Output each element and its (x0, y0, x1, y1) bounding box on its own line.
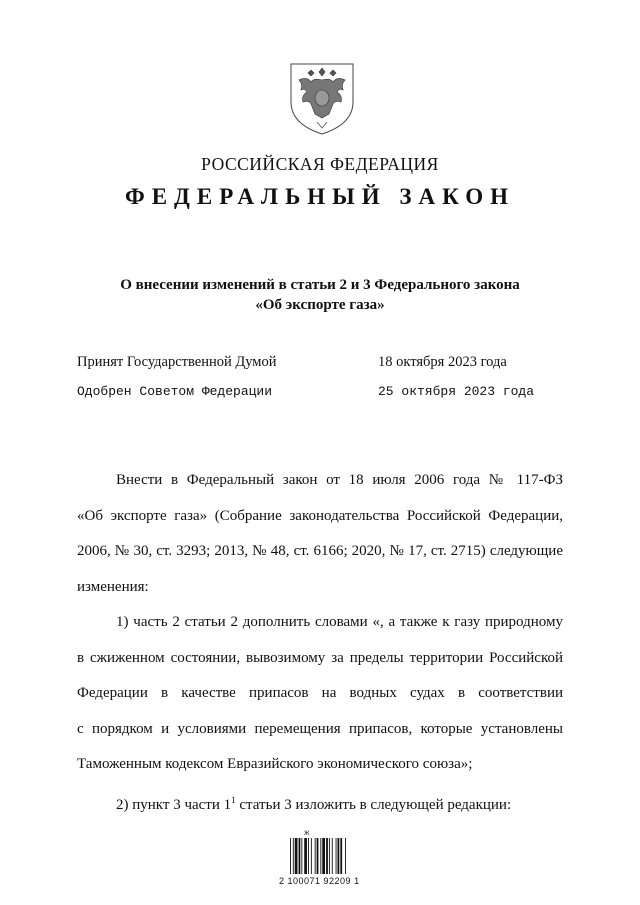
barcode-mark: Ж (304, 831, 310, 837)
body-line: в сжиженном состоянии, вывозимому за пределы территории Российской (77, 649, 563, 666)
law-subject-line: О внесении изменений в статьи 2 и 3 Федерального закона (120, 277, 520, 293)
body-line: Таможенным кодексом Евразийского экономического союза»; (77, 756, 473, 772)
body-line: «Об экспорте газа» (Собрание законодательства Российской Федерации, (77, 507, 563, 524)
body-line (77, 783, 563, 824)
law-body (77, 463, 563, 823)
body-text: 2) пункт 3 части 1 (116, 796, 232, 813)
body-line: Внести в Федеральный закон от 18 июля 2006 года № 117-ФЗ (116, 472, 563, 488)
document-type-title: ФЕДЕРАЛЬНЫЙ ЗАКОН (124, 184, 516, 209)
law-subject (0, 275, 640, 315)
body-line: Федерации в качестве припасов на водных судах в соответствии (77, 685, 563, 701)
coat-of-arms-icon (289, 62, 355, 136)
body-line: 2006, № 30, ст. 3293; 2013, № 48, ст. 6166; 2020, № 17, ст. 2715) следующие (77, 543, 563, 559)
barcode-icon (288, 832, 368, 880)
law-subject-line: «Об экспорте газа» (255, 297, 385, 313)
approved-date: 25 октября 2023 года (378, 384, 535, 399)
barcode-number: 2 100071 92209 1 (279, 876, 360, 886)
country-name: РОССИЙСКАЯ ФЕДЕРАЦИЯ (201, 154, 439, 174)
body-text: статьи 3 изложить в следующей редакции: (235, 796, 512, 813)
approved-label: Одобрен Советом Федерации (77, 384, 273, 399)
superscript: 1 (231, 794, 236, 805)
body-line: 1) часть 2 статьи 2 дополнить словами «, а также к газу природному (116, 614, 563, 630)
body-line: изменения: (77, 578, 149, 595)
adopted-label: Принят Государственной Думой (77, 354, 277, 370)
body-line: с порядком и условиями перемещения припасов, которые установлены (77, 720, 563, 737)
adopted-date: 18 октября 2023 года (378, 354, 507, 370)
